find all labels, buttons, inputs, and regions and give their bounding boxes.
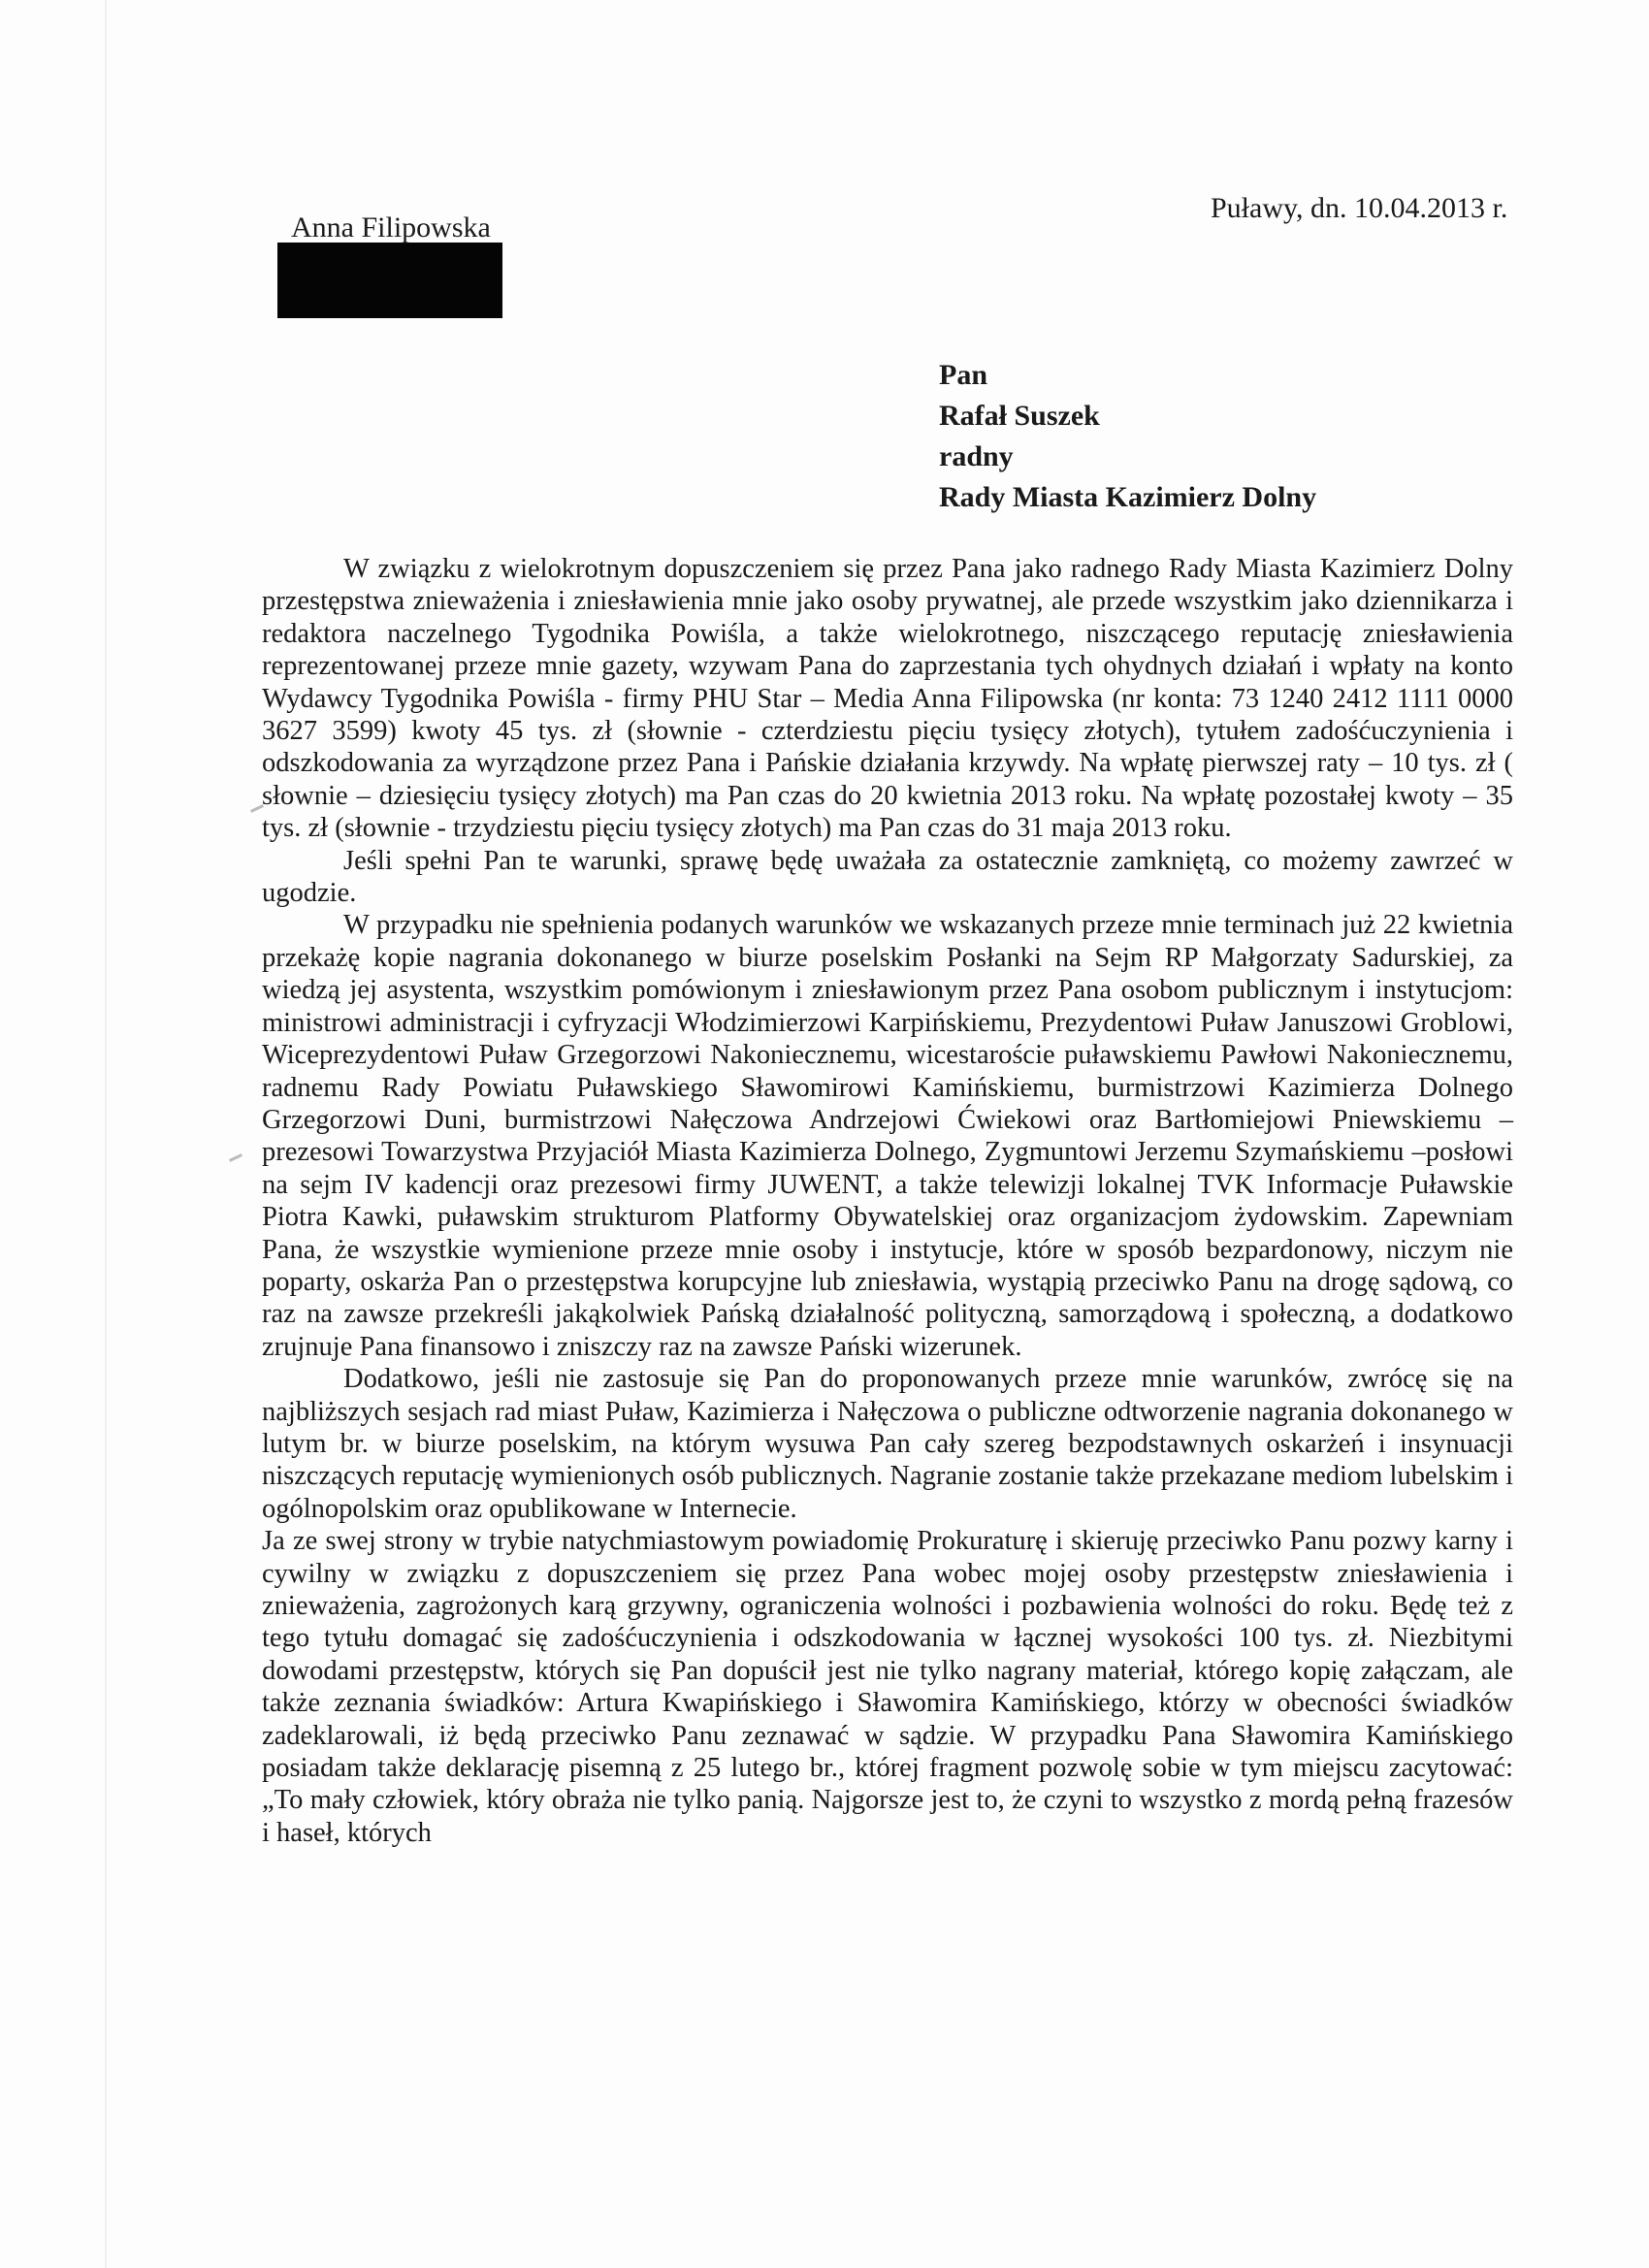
redacted-address (277, 243, 502, 318)
body-paragraph: Ja ze swej strony w trybie natychmiastowym powiadomię Prokuraturę i skieruję przeciwko Panu pozwy karny i cywilny w związku z dopuszczeniem się przez Pana wobec mojej osoby przestępstw zniesławienia i znieważenia, zagrożonych karą grzywny, ograniczenia wolności i pozbawienia wolności do roku. Będę też z tego tytułu domagać się zadośćuczynienia i odszkodowania w łącznej wysokości 100 tys. zł. Niezbitymi dowodami przestępstw, których się Pan dopuścił jest nie tylko nagrany materiał, którego kopię załączam, ale także zeznania świadków: Artura Kwapińskiego i Sławomira Kamińskiego, którzy w obecności świadków zadeklarowali, iż będą przeciwko Panu zeznawać w sądzie. W przypadku Pana Sławomira Kamińskiego posiadam także deklarację pisemną z 25 lutego br., której fragment pozwolę sobie w tym miejscu zacytować: „To mały człowiek, który obraża nie tylko panią. Najgorsze jest to, że czyni to wszystko z mordą pełną frazesów i haseł, których (262, 1526, 1513, 1848)
recipient-block (939, 355, 1316, 518)
scan-speck (229, 1153, 242, 1162)
scan-edge (105, 0, 107, 2268)
recipient-name: Rafał Suszek (939, 400, 1100, 432)
recipient-role: radny (939, 440, 1014, 472)
recipient-institution: Rady Miasta Kazimierz Dolny (939, 481, 1317, 513)
place-and-date: Puławy, dn. 10.04.2013 r. (1211, 192, 1508, 224)
body-paragraph: W związku z wielokrotnym dopuszczeniem się przez Pana jako radnego Rady Miasta Kazimierz Dolny przestępstwa znieważenia i zniesławienia mnie jako osoby prywatnej, ale przede wszystkim jako dziennikarza i redaktora naczelnego Tygodnika Powiśla, a także wielokrotnego, niszczącego reputację zniesławienia reprezentowanej przeze mnie gazety, wzywam Pana do zaprzestania tych ohydnych działań i wpłaty na konto Wydawcy Tygodnika Powiśla - firmy PHU Star – Media Anna Filipowska (nr konta: 73 1240 2412 1111 0000 3627 3599) kwoty 45 tys. zł (słownie - czterdziestu pięciu tysięcy złotych), tytułem zadośćuczynienia i odszkodowania za wyrządzone przez Pana i Pańskie działania krzywdy. Na wpłatę pierwszej raty – 10 tys. zł ( słownie – dziesięciu tysięcy złotych) ma Pan czas do 20 kwietnia 2013 roku. Na wpłatę pozostałej kwoty – 35 tys. zł (słownie - trzydziestu pięciu tysięcy złotych) ma Pan czas do 31 maja 2013 roku. (262, 554, 1513, 844)
letter-body (262, 553, 1513, 1849)
sender-name: Anna Filipowska (291, 211, 491, 243)
body-paragraph: W przypadku nie spełnienia podanych warunków we wskazanych przeze mnie terminach już 22 kwietnia przekażę kopie nagrania dokonanego w biurze poselskim Posłanki na Sejm RP Małgorzaty Sadurskiej, za wiedzą jej asystenta, wszystkim pomówionym i zniesławionym przez Pana osobom publicznym i instytucjom: ministrowi administracji i cyfryzacji Włodzimierzowi Karpińskiemu, Prezydentowi Puław Januszowi Groblowi, Wiceprezydentowi Puław Grzegorzowi Nakoniecznemu, wicestaroście puławskiemu Pawłowi Nakoniecznemu, radnemu Rady Powiatu Puławskiego Sławomirowi Kamińskiemu, burmistrzowi Kazimierza Dolnego Grzegorzowi Duni, burmistrzowi Nałęczowa Andrzejowi Ćwiekowi oraz Bartłomiejowi Pniewskiemu – prezesowi Towarzystwa Przyjaciół Miasta Kazimierza Dolnego, Zygmuntowi Jerzemu Szymańskiemu –posłowi na sejm IV kadencji oraz prezesowi firmy JUWENT, a także telewizji lokalnej TVK Informacje Puławskie Piotra Kawki, puławskim strukturom Platformy Obywatelskiej oraz organizacjom żydowskim. Zapewniam Pana, że wszystkie wymienione przeze mnie osoby i instytucje, które w sposób bezpardonowy, niczym nie poparty, oskarża Pan o przestępstwa korupcyjne lub zniesławia, wystąpią przeciwko Panu na drogę sądową, co raz na zawsze przekreśli jakąkolwiek Pańską działalność polityczną, samorządową i społeczną, a dodatkowo zrujnuje Pana finansowo i zniszczy raz na zawsze Pański wizerunek. (262, 910, 1513, 1362)
body-paragraph: Jeśli spełni Pan te warunki, sprawę będę uważała za ostatecznie zamkniętą, co możemy zawrzeć w ugodzie. (262, 845, 1513, 909)
recipient-salutation: Pan (939, 359, 988, 391)
body-paragraph: Dodatkowo, jeśli nie zastosuje się Pan do proponowanych przeze mnie warunków, zwrócę się na najbliższych sesjach rad miast Puław, Kazimierza i Nałęczowa o publiczne odtworzenie nagrania dokonanego w lutym br. w biurze poselskim, na którym wysuwa Pan cały szereg bezpodstawnych oskarżeń i insynuacji niszczących reputację wymienionych osób publicznych. Nagranie zostanie także przekazane mediom lubelskim i ogólnopolskim oraz opublikowane w Internecie. (262, 1364, 1513, 1524)
